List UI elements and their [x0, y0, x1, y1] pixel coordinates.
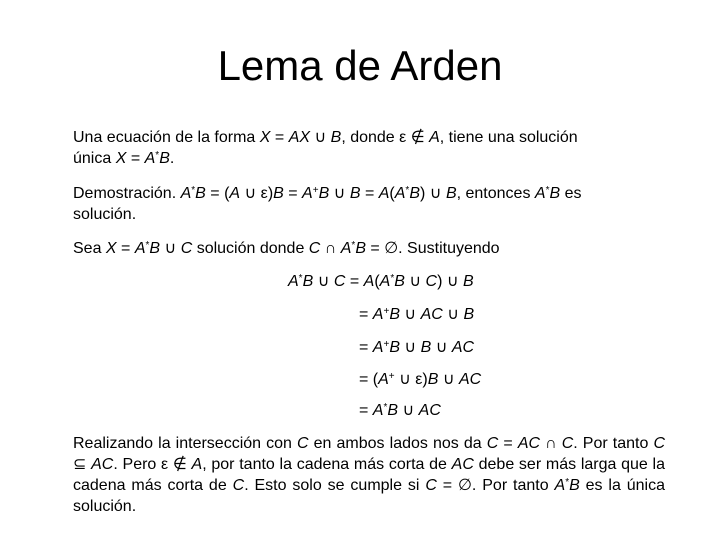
paragraph-conclusion: Realizando la intersección con C en ambos lados nos da C = AC ∩ C. Por tanto C ⊆ AC. Pero ε ∉ A, por tanto la cadena más corta de AC debe ser más larga que la cadena más corta de C. Esto solo se cumple si C = ∅. Por tanto A*B es la única solución.	[73, 435, 666, 515]
paragraph-demonstration: Demostración. A*B = (A ∪ ε)B = A+B ∪ B = A(A*B) ∪ B, entonces A*B es solución.	[73, 185, 582, 223]
derivation-step-1: A*B ∪ C = A(A*B ∪ C) ∪ B	[288, 273, 474, 290]
paragraph-substitution: Sea X = A*B ∪ C solución donde C ∩ A*B = ∅. Sustituyendo	[73, 240, 500, 257]
derivation-step-5: = A*B ∪ AC	[359, 402, 441, 419]
slide-title: Lema de Arden	[217, 42, 503, 89]
paragraph-equation-statement: Una ecuación de la forma X = AX ∪ B, donde ε ∉ A, tiene una solución única X = A*B.	[73, 129, 578, 167]
derivation-step-3: = A+B ∪ B ∪ AC	[359, 339, 475, 356]
derivation-step-2: = A+B ∪ AC ∪ B	[359, 306, 475, 323]
derivation-step-4: = (A+ ∪ ε)B ∪ AC	[359, 371, 482, 388]
